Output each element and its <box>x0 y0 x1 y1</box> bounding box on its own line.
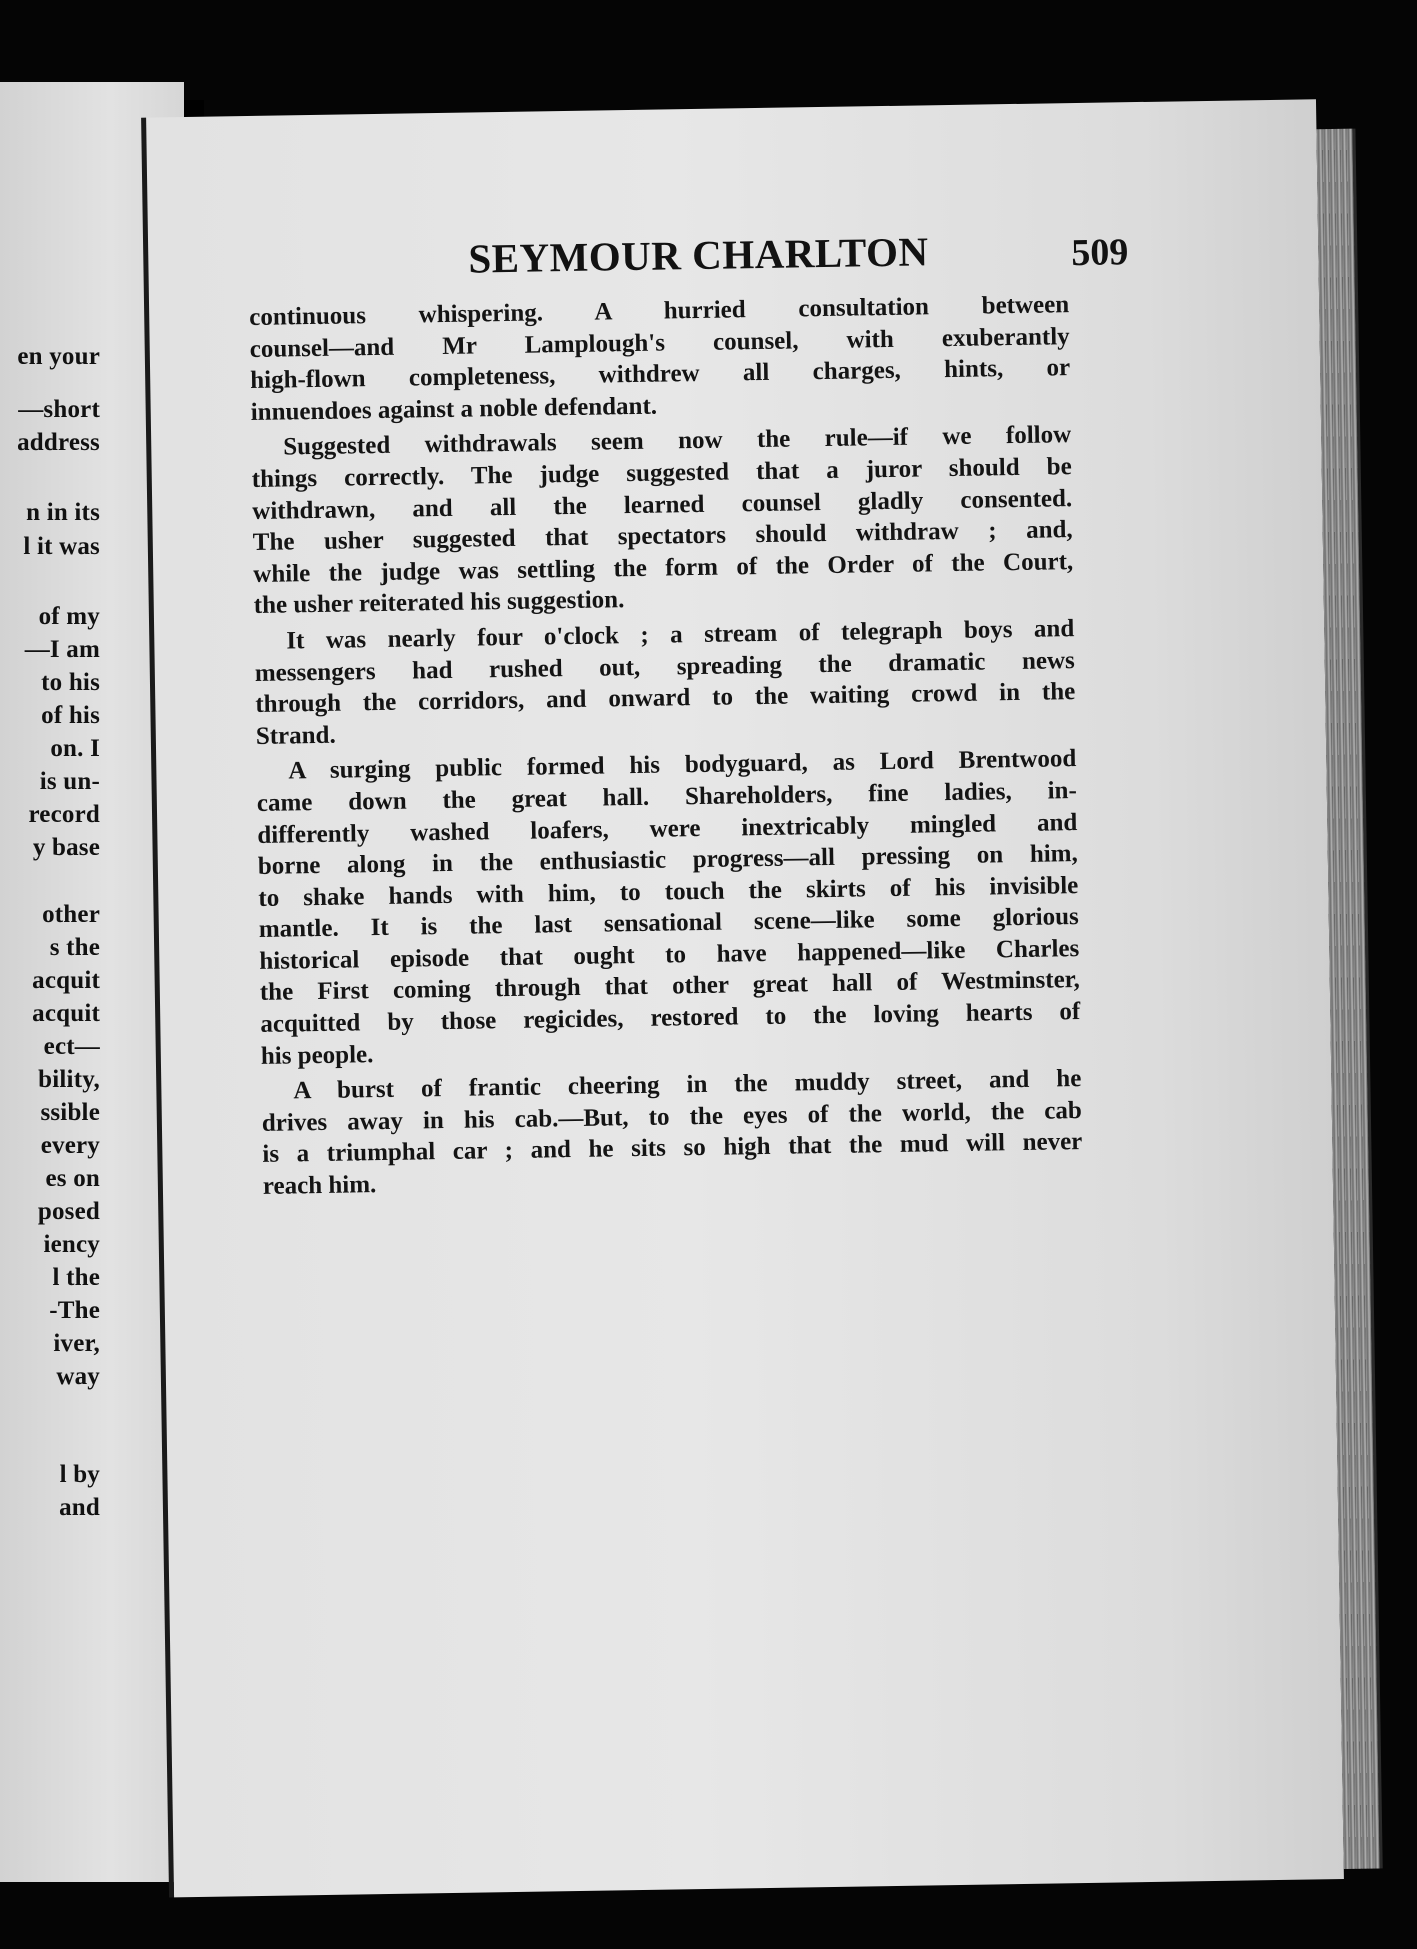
previous-page-line: every <box>40 1132 100 1159</box>
running-head-title: SEYMOUR CHARLTON <box>467 228 929 282</box>
previous-page-line: ect— <box>43 1033 100 1060</box>
text-line: things correctly. The judge suggested that a juror should be <box>251 453 1072 493</box>
running-head <box>268 224 1129 286</box>
previous-page-line: l the <box>52 1264 100 1291</box>
previous-page-line: en your <box>17 343 100 370</box>
previous-page-line: s the <box>49 934 100 961</box>
text-line: Strand. <box>255 721 336 750</box>
book-page-group <box>141 99 1389 1898</box>
text-line: borne along in the enthusiastic progress—all pressing on him, <box>257 840 1078 881</box>
previous-page-line: l by <box>59 1461 100 1488</box>
text-line: A surging public formed his bodyguard, as Lord Brentwood <box>288 745 1077 785</box>
text-line: high-flown completeness, withdrew all charges, hints, or <box>250 354 1071 395</box>
previous-page-line: —I am <box>24 636 100 663</box>
text-line: through the corridors, and onward to the waiting crowd in the <box>255 678 1076 719</box>
text-line: It was nearly four o'clock ; a stream of telegraph boys and <box>286 615 1075 655</box>
paragraph <box>256 743 1081 1072</box>
previous-page-line: acquit <box>32 967 100 994</box>
text-line: while the judge was settling the form of the Order of the Court, <box>253 547 1074 588</box>
previous-page-line: way <box>56 1363 100 1390</box>
text-line: historical episode that ought to have happened—like Charles <box>259 934 1080 975</box>
previous-page-line: bility, <box>38 1066 100 1093</box>
previous-page-line: —short <box>18 396 100 423</box>
text-line: the usher reiterated his suggestion. <box>253 586 625 620</box>
previous-page-line: is un- <box>39 768 100 795</box>
text-line: withdrawn, and all the learned counsel gladly consented. <box>252 484 1073 525</box>
previous-page-line: ssible <box>40 1099 100 1126</box>
previous-page-line: l it was <box>23 533 100 560</box>
paragraph <box>249 289 1071 428</box>
text-line: acquitted by those regicides, restored to the loving hearts of <box>260 998 1081 1038</box>
paragraph <box>254 613 1076 752</box>
text-line: Suggested withdrawals seem now the rule—if we follow <box>283 421 1072 461</box>
text-line: continuous whispering. A hurried consultation between <box>249 291 1070 332</box>
previous-page-line: iver, <box>53 1330 100 1357</box>
previous-page-line: -The <box>49 1297 100 1324</box>
text-line: innuendoes against a noble defendant. <box>250 392 658 426</box>
previous-page-line: to his <box>41 669 100 696</box>
text-line: messengers had rushed out, spreading the dramatic news <box>254 646 1075 687</box>
previous-page-line: record <box>28 801 100 828</box>
text-line: to shake hands with him, to touch the skirts of his invisible <box>258 871 1079 912</box>
paragraph <box>261 1063 1083 1202</box>
previous-page-line: iency <box>43 1231 100 1258</box>
text-line: came down the great hall. Shareholders, fine ladies, in- <box>256 776 1077 817</box>
text-line: differently washed loafers, were inextricably mingled and <box>257 808 1078 849</box>
previous-page-line: acquit <box>32 1000 100 1027</box>
text-line: A burst of frantic cheering in the muddy street, and he <box>293 1065 1082 1105</box>
previous-page-line: posed <box>37 1198 100 1225</box>
text-line: The usher suggested that spectators should withdraw ; and, <box>252 516 1073 557</box>
previous-page-line: of his <box>41 702 100 729</box>
text-line: mantle. It is the last sensational scene—like some glorious <box>258 903 1079 944</box>
text-line: his people. <box>260 1040 374 1070</box>
text-line: reach him. <box>262 1171 377 1200</box>
body-text <box>249 289 1083 1206</box>
previous-page-line: and <box>59 1494 100 1521</box>
paragraph <box>251 419 1074 621</box>
text-line: the First coming through that other great hall of Westminster, <box>259 966 1080 1007</box>
previous-page-line: n in its <box>26 499 100 526</box>
previous-page-line: address <box>17 429 100 456</box>
text-line: counsel—and Mr Lamplough's counsel, with exuberantly <box>249 322 1070 363</box>
previous-page-line: y base <box>32 834 100 861</box>
previous-page-line: on. I <box>50 735 100 762</box>
book-page <box>141 99 1344 1897</box>
previous-page-line: of my <box>38 603 100 630</box>
text-line: drives away in his cab.—But, to the eyes of the world, the cab <box>261 1096 1083 1137</box>
previous-page-line: es on <box>45 1165 100 1192</box>
page-number: 509 <box>1071 231 1129 275</box>
text-line: is a triumphal car ; and he sits so high that the mud will never <box>262 1128 1083 1169</box>
previous-page-line: other <box>42 901 100 928</box>
